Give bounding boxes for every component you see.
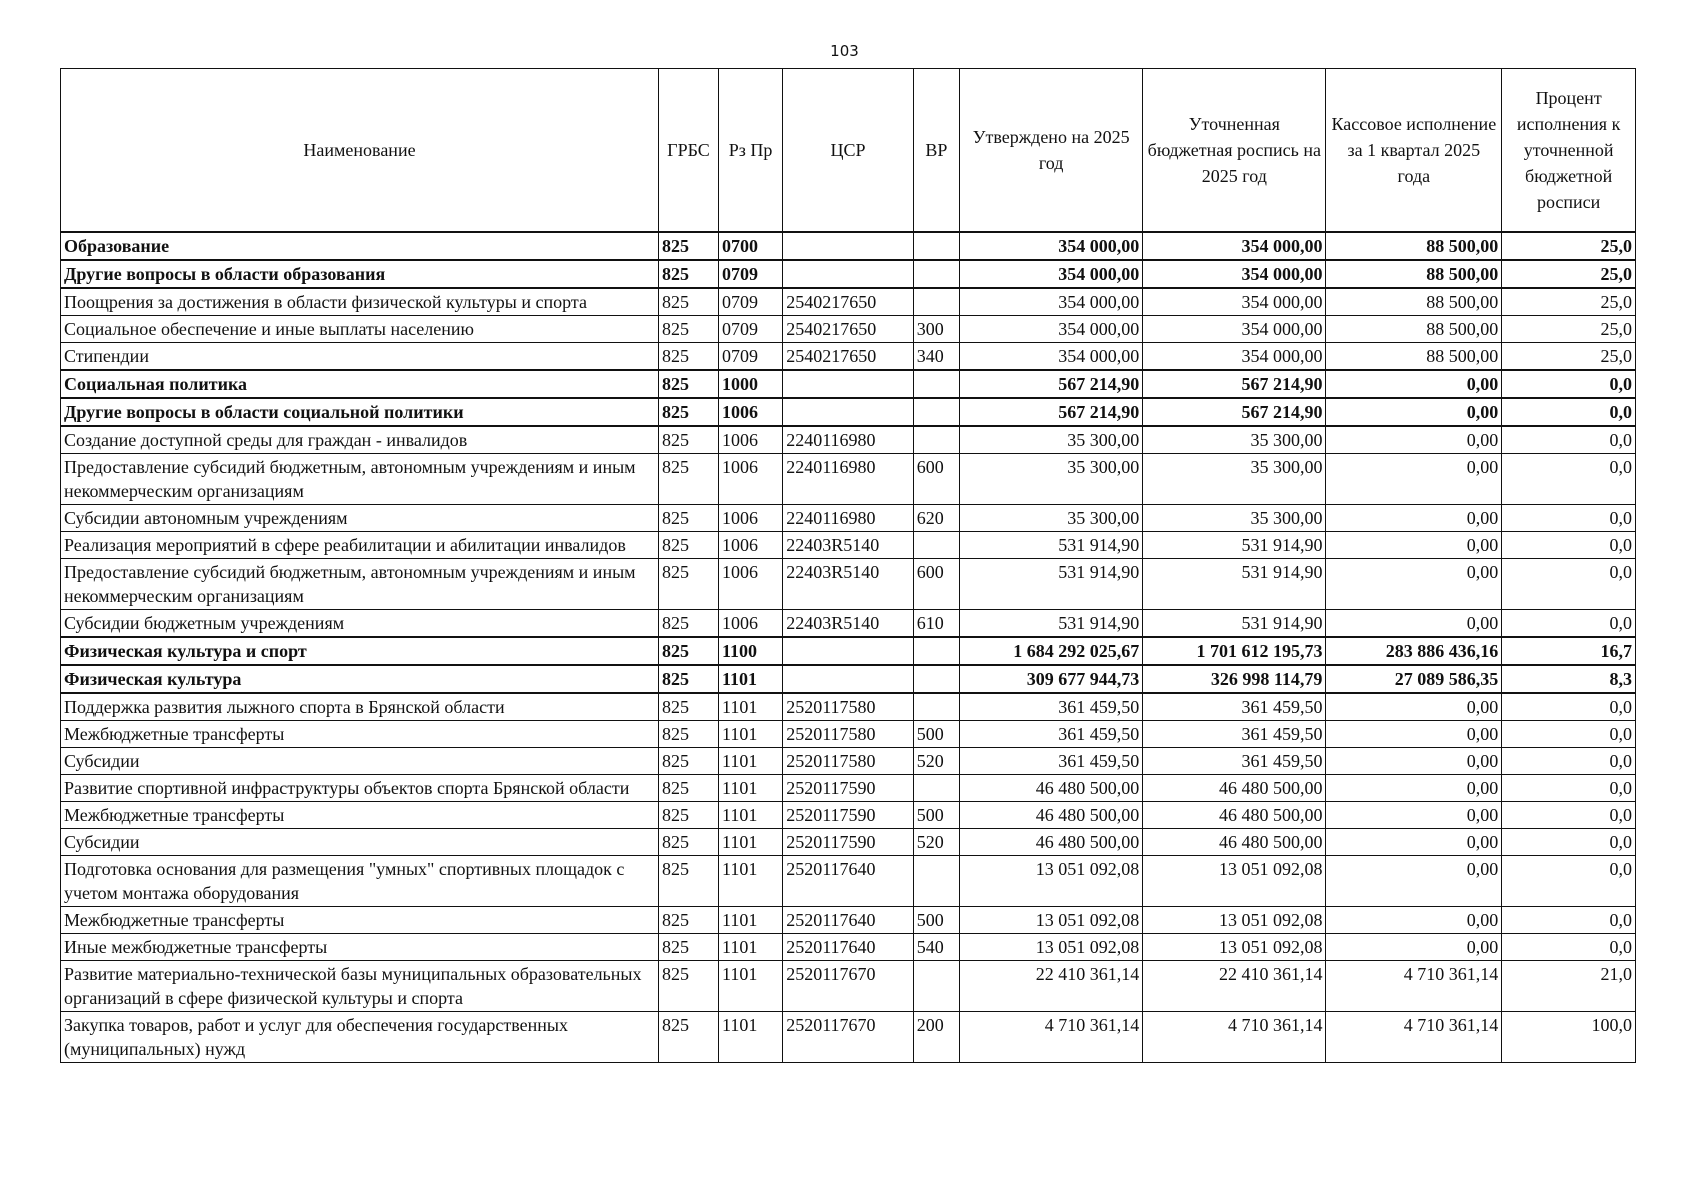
cell-name: Подготовка основания для размещения "умных" спортивных площадок с учетом монтажа оборудования bbox=[61, 856, 659, 907]
cell-approved: 46 480 500,00 bbox=[960, 775, 1143, 802]
cell-grbs: 825 bbox=[658, 748, 718, 775]
cell-cash: 283 886 436,16 bbox=[1326, 637, 1502, 665]
table-row bbox=[61, 316, 1636, 343]
cell-cash: 0,00 bbox=[1326, 829, 1502, 856]
cell-name: Субсидии bbox=[61, 829, 659, 856]
table-row bbox=[61, 505, 1636, 532]
cell-rzpr: 1006 bbox=[718, 610, 782, 638]
cell-approved: 354 000,00 bbox=[960, 343, 1143, 371]
cell-grbs: 825 bbox=[658, 829, 718, 856]
cell-grbs: 825 bbox=[658, 610, 718, 638]
cell-percent: 100,0 bbox=[1502, 1012, 1636, 1063]
cell-percent: 0,0 bbox=[1502, 721, 1636, 748]
cell-rzpr: 1006 bbox=[718, 505, 782, 532]
cell-refined: 35 300,00 bbox=[1143, 454, 1326, 505]
cell-refined: 567 214,90 bbox=[1143, 398, 1326, 426]
cell-cash: 0,00 bbox=[1326, 693, 1502, 721]
cell-rzpr: 0709 bbox=[718, 260, 782, 288]
cell-grbs: 825 bbox=[658, 665, 718, 693]
cell-rzpr: 1101 bbox=[718, 907, 782, 934]
cell-csr: 2520117670 bbox=[783, 961, 914, 1012]
cell-cash: 0,00 bbox=[1326, 748, 1502, 775]
cell-approved: 354 000,00 bbox=[960, 260, 1143, 288]
table-row bbox=[61, 961, 1636, 1012]
cell-name: Поощрения за достижения в области физической культуры и спорта bbox=[61, 288, 659, 316]
cell-rzpr: 1101 bbox=[718, 934, 782, 961]
cell-refined: 361 459,50 bbox=[1143, 721, 1326, 748]
cell-cash: 0,00 bbox=[1326, 370, 1502, 398]
cell-refined: 354 000,00 bbox=[1143, 343, 1326, 371]
cell-percent: 0,0 bbox=[1502, 426, 1636, 454]
cell-csr: 2240116980 bbox=[783, 426, 914, 454]
table-row bbox=[61, 748, 1636, 775]
cell-rzpr: 1101 bbox=[718, 1012, 782, 1063]
cell-csr: 2520117670 bbox=[783, 1012, 914, 1063]
cell-name: Физическая культура и спорт bbox=[61, 637, 659, 665]
cell-approved: 361 459,50 bbox=[960, 693, 1143, 721]
cell-approved: 361 459,50 bbox=[960, 748, 1143, 775]
cell-cash: 0,00 bbox=[1326, 721, 1502, 748]
cell-cash: 0,00 bbox=[1326, 559, 1502, 610]
cell-csr: 2540217650 bbox=[783, 288, 914, 316]
cell-percent: 0,0 bbox=[1502, 856, 1636, 907]
cell-vr bbox=[913, 370, 959, 398]
cell-vr bbox=[913, 260, 959, 288]
cell-percent: 21,0 bbox=[1502, 961, 1636, 1012]
budget-table bbox=[60, 68, 1636, 1063]
cell-vr bbox=[913, 775, 959, 802]
table-row bbox=[61, 665, 1636, 693]
cell-csr: 2240116980 bbox=[783, 505, 914, 532]
cell-name: Социальная политика bbox=[61, 370, 659, 398]
cell-refined: 567 214,90 bbox=[1143, 370, 1326, 398]
cell-name: Образование bbox=[61, 232, 659, 260]
header-row bbox=[61, 69, 1636, 233]
cell-vr: 610 bbox=[913, 610, 959, 638]
cell-percent: 0,0 bbox=[1502, 748, 1636, 775]
cell-csr: 2520117640 bbox=[783, 934, 914, 961]
cell-cash: 4 710 361,14 bbox=[1326, 961, 1502, 1012]
cell-name: Предоставление субсидий бюджетным, автономным учреждениям и иным некоммерческим организациям bbox=[61, 454, 659, 505]
table-row bbox=[61, 637, 1636, 665]
cell-grbs: 825 bbox=[658, 856, 718, 907]
cell-approved: 13 051 092,08 bbox=[960, 934, 1143, 961]
cell-vr: 600 bbox=[913, 559, 959, 610]
cell-rzpr: 1100 bbox=[718, 637, 782, 665]
cell-refined: 531 914,90 bbox=[1143, 559, 1326, 610]
cell-csr bbox=[783, 260, 914, 288]
cell-vr: 520 bbox=[913, 748, 959, 775]
cell-percent: 25,0 bbox=[1502, 343, 1636, 371]
cell-refined: 361 459,50 bbox=[1143, 693, 1326, 721]
cell-vr bbox=[913, 532, 959, 559]
cell-vr: 500 bbox=[913, 721, 959, 748]
cell-cash: 88 500,00 bbox=[1326, 260, 1502, 288]
cell-name: Межбюджетные трансферты bbox=[61, 802, 659, 829]
cell-name: Предоставление субсидий бюджетным, автономным учреждениям и иным некоммерческим организациям bbox=[61, 559, 659, 610]
cell-rzpr: 1101 bbox=[718, 665, 782, 693]
col-header-approved: Утверждено на 2025 год bbox=[960, 69, 1143, 233]
cell-csr bbox=[783, 637, 914, 665]
cell-name: Реализация мероприятий в сфере реабилитации и абилитации инвалидов bbox=[61, 532, 659, 559]
cell-percent: 25,0 bbox=[1502, 288, 1636, 316]
cell-cash: 0,00 bbox=[1326, 398, 1502, 426]
table-row bbox=[61, 398, 1636, 426]
cell-vr: 500 bbox=[913, 802, 959, 829]
cell-approved: 531 914,90 bbox=[960, 532, 1143, 559]
cell-csr: 2540217650 bbox=[783, 343, 914, 371]
cell-csr: 22403R5140 bbox=[783, 532, 914, 559]
cell-cash: 0,00 bbox=[1326, 426, 1502, 454]
cell-vr: 200 bbox=[913, 1012, 959, 1063]
cell-refined: 46 480 500,00 bbox=[1143, 802, 1326, 829]
cell-rzpr: 1006 bbox=[718, 454, 782, 505]
cell-grbs: 825 bbox=[658, 961, 718, 1012]
cell-refined: 531 914,90 bbox=[1143, 532, 1326, 559]
cell-rzpr: 1006 bbox=[718, 559, 782, 610]
cell-percent: 0,0 bbox=[1502, 370, 1636, 398]
col-header-percent: Процент исполнения к уточненной бюджетной росписи bbox=[1502, 69, 1636, 233]
cell-refined: 361 459,50 bbox=[1143, 748, 1326, 775]
cell-grbs: 825 bbox=[658, 802, 718, 829]
table-row bbox=[61, 370, 1636, 398]
cell-refined: 1 701 612 195,73 bbox=[1143, 637, 1326, 665]
cell-percent: 0,0 bbox=[1502, 775, 1636, 802]
cell-refined: 13 051 092,08 bbox=[1143, 856, 1326, 907]
cell-approved: 1 684 292 025,67 bbox=[960, 637, 1143, 665]
table-row bbox=[61, 721, 1636, 748]
table-row bbox=[61, 426, 1636, 454]
cell-rzpr: 1101 bbox=[718, 693, 782, 721]
cell-percent: 0,0 bbox=[1502, 802, 1636, 829]
cell-vr bbox=[913, 693, 959, 721]
cell-approved: 354 000,00 bbox=[960, 316, 1143, 343]
cell-csr: 2520117580 bbox=[783, 721, 914, 748]
cell-grbs: 825 bbox=[658, 1012, 718, 1063]
cell-csr: 2540217650 bbox=[783, 316, 914, 343]
cell-grbs: 825 bbox=[658, 637, 718, 665]
cell-approved: 46 480 500,00 bbox=[960, 829, 1143, 856]
cell-approved: 22 410 361,14 bbox=[960, 961, 1143, 1012]
cell-csr: 2520117580 bbox=[783, 693, 914, 721]
cell-name: Другие вопросы в области образования bbox=[61, 260, 659, 288]
cell-rzpr: 0709 bbox=[718, 316, 782, 343]
cell-rzpr: 0700 bbox=[718, 232, 782, 260]
cell-approved: 567 214,90 bbox=[960, 398, 1143, 426]
table-row bbox=[61, 454, 1636, 505]
cell-cash: 88 500,00 bbox=[1326, 288, 1502, 316]
cell-name: Поддержка развития лыжного спорта в Брянской области bbox=[61, 693, 659, 721]
cell-percent: 0,0 bbox=[1502, 934, 1636, 961]
cell-refined: 4 710 361,14 bbox=[1143, 1012, 1326, 1063]
cell-percent: 0,0 bbox=[1502, 454, 1636, 505]
cell-rzpr: 1101 bbox=[718, 856, 782, 907]
cell-grbs: 825 bbox=[658, 260, 718, 288]
table-row bbox=[61, 610, 1636, 638]
cell-grbs: 825 bbox=[658, 775, 718, 802]
cell-approved: 46 480 500,00 bbox=[960, 802, 1143, 829]
cell-refined: 354 000,00 bbox=[1143, 260, 1326, 288]
cell-name: Иные межбюджетные трансферты bbox=[61, 934, 659, 961]
cell-cash: 0,00 bbox=[1326, 610, 1502, 638]
cell-name: Создание доступной среды для граждан - инвалидов bbox=[61, 426, 659, 454]
cell-csr: 2240116980 bbox=[783, 454, 914, 505]
cell-rzpr: 1006 bbox=[718, 426, 782, 454]
table-row bbox=[61, 907, 1636, 934]
cell-name: Социальное обеспечение и иные выплаты населению bbox=[61, 316, 659, 343]
cell-rzpr: 1101 bbox=[718, 775, 782, 802]
cell-refined: 531 914,90 bbox=[1143, 610, 1326, 638]
cell-approved: 354 000,00 bbox=[960, 232, 1143, 260]
cell-rzpr: 1101 bbox=[718, 748, 782, 775]
cell-name: Межбюджетные трансферты bbox=[61, 721, 659, 748]
cell-percent: 16,7 bbox=[1502, 637, 1636, 665]
cell-percent: 0,0 bbox=[1502, 505, 1636, 532]
cell-csr bbox=[783, 398, 914, 426]
cell-refined: 354 000,00 bbox=[1143, 316, 1326, 343]
cell-vr bbox=[913, 961, 959, 1012]
cell-approved: 35 300,00 bbox=[960, 505, 1143, 532]
cell-rzpr: 1101 bbox=[718, 721, 782, 748]
cell-approved: 35 300,00 bbox=[960, 454, 1143, 505]
cell-cash: 0,00 bbox=[1326, 505, 1502, 532]
cell-grbs: 825 bbox=[658, 454, 718, 505]
cell-name: Межбюджетные трансферты bbox=[61, 907, 659, 934]
cell-grbs: 825 bbox=[658, 934, 718, 961]
cell-grbs: 825 bbox=[658, 693, 718, 721]
cell-csr: 2520117640 bbox=[783, 907, 914, 934]
cell-cash: 0,00 bbox=[1326, 934, 1502, 961]
table-row bbox=[61, 775, 1636, 802]
cell-name: Закупка товаров, работ и услуг для обеспечения государственных (муниципальных) нужд bbox=[61, 1012, 659, 1063]
table-row bbox=[61, 856, 1636, 907]
cell-approved: 4 710 361,14 bbox=[960, 1012, 1143, 1063]
cell-refined: 13 051 092,08 bbox=[1143, 907, 1326, 934]
cell-csr: 2520117640 bbox=[783, 856, 914, 907]
cell-cash: 0,00 bbox=[1326, 532, 1502, 559]
cell-percent: 8,3 bbox=[1502, 665, 1636, 693]
cell-grbs: 825 bbox=[658, 343, 718, 371]
page-number: 103 bbox=[830, 42, 859, 60]
cell-percent: 25,0 bbox=[1502, 232, 1636, 260]
cell-rzpr: 1006 bbox=[718, 398, 782, 426]
cell-approved: 361 459,50 bbox=[960, 721, 1143, 748]
col-header-csr: ЦСР bbox=[783, 69, 914, 233]
cell-rzpr: 1101 bbox=[718, 802, 782, 829]
cell-percent: 0,0 bbox=[1502, 559, 1636, 610]
cell-csr: 22403R5140 bbox=[783, 559, 914, 610]
cell-cash: 0,00 bbox=[1326, 907, 1502, 934]
cell-vr bbox=[913, 288, 959, 316]
table-row bbox=[61, 1012, 1636, 1063]
cell-vr: 500 bbox=[913, 907, 959, 934]
cell-name: Субсидии bbox=[61, 748, 659, 775]
cell-vr: 340 bbox=[913, 343, 959, 371]
cell-vr bbox=[913, 232, 959, 260]
cell-cash: 88 500,00 bbox=[1326, 316, 1502, 343]
cell-name: Развитие спортивной инфраструктуры объектов спорта Брянской области bbox=[61, 775, 659, 802]
col-header-refined: Уточненная бюджетная роспись на 2025 год bbox=[1143, 69, 1326, 233]
col-header-name: Наименование bbox=[61, 69, 659, 233]
cell-approved: 13 051 092,08 bbox=[960, 907, 1143, 934]
cell-rzpr: 1006 bbox=[718, 532, 782, 559]
cell-approved: 531 914,90 bbox=[960, 610, 1143, 638]
cell-cash: 4 710 361,14 bbox=[1326, 1012, 1502, 1063]
table-body bbox=[61, 232, 1636, 1063]
cell-percent: 0,0 bbox=[1502, 693, 1636, 721]
cell-grbs: 825 bbox=[658, 559, 718, 610]
cell-csr: 2520117590 bbox=[783, 775, 914, 802]
cell-grbs: 825 bbox=[658, 721, 718, 748]
cell-vr bbox=[913, 637, 959, 665]
cell-name: Субсидии бюджетным учреждениям bbox=[61, 610, 659, 638]
table-row bbox=[61, 934, 1636, 961]
cell-cash: 0,00 bbox=[1326, 775, 1502, 802]
cell-refined: 13 051 092,08 bbox=[1143, 934, 1326, 961]
cell-name: Другие вопросы в области социальной политики bbox=[61, 398, 659, 426]
cell-cash: 0,00 bbox=[1326, 454, 1502, 505]
cell-rzpr: 0709 bbox=[718, 288, 782, 316]
cell-rzpr: 1101 bbox=[718, 829, 782, 856]
cell-refined: 326 998 114,79 bbox=[1143, 665, 1326, 693]
cell-refined: 22 410 361,14 bbox=[1143, 961, 1326, 1012]
cell-cash: 88 500,00 bbox=[1326, 232, 1502, 260]
table-row bbox=[61, 260, 1636, 288]
cell-vr bbox=[913, 856, 959, 907]
table-row bbox=[61, 288, 1636, 316]
cell-vr bbox=[913, 426, 959, 454]
cell-name: Субсидии автономным учреждениям bbox=[61, 505, 659, 532]
cell-csr: 2520117590 bbox=[783, 829, 914, 856]
cell-vr: 620 bbox=[913, 505, 959, 532]
cell-grbs: 825 bbox=[658, 426, 718, 454]
cell-cash: 0,00 bbox=[1326, 856, 1502, 907]
cell-percent: 25,0 bbox=[1502, 316, 1636, 343]
col-header-grbs: ГРБС bbox=[658, 69, 718, 233]
cell-refined: 35 300,00 bbox=[1143, 505, 1326, 532]
table-row bbox=[61, 802, 1636, 829]
cell-grbs: 825 bbox=[658, 532, 718, 559]
table-row bbox=[61, 532, 1636, 559]
cell-rzpr: 1101 bbox=[718, 961, 782, 1012]
table-row bbox=[61, 829, 1636, 856]
cell-vr bbox=[913, 665, 959, 693]
table-row bbox=[61, 232, 1636, 260]
cell-percent: 0,0 bbox=[1502, 907, 1636, 934]
cell-grbs: 825 bbox=[658, 316, 718, 343]
cell-refined: 46 480 500,00 bbox=[1143, 829, 1326, 856]
table-row bbox=[61, 559, 1636, 610]
cell-cash: 0,00 bbox=[1326, 802, 1502, 829]
cell-csr: 2520117590 bbox=[783, 802, 914, 829]
col-header-rzpr: Рз Пр bbox=[718, 69, 782, 233]
cell-rzpr: 1000 bbox=[718, 370, 782, 398]
cell-percent: 25,0 bbox=[1502, 260, 1636, 288]
cell-refined: 46 480 500,00 bbox=[1143, 775, 1326, 802]
cell-percent: 0,0 bbox=[1502, 532, 1636, 559]
cell-csr: 22403R5140 bbox=[783, 610, 914, 638]
cell-approved: 13 051 092,08 bbox=[960, 856, 1143, 907]
cell-percent: 0,0 bbox=[1502, 398, 1636, 426]
cell-rzpr: 0709 bbox=[718, 343, 782, 371]
cell-percent: 0,0 bbox=[1502, 610, 1636, 638]
cell-name: Физическая культура bbox=[61, 665, 659, 693]
cell-approved: 531 914,90 bbox=[960, 559, 1143, 610]
cell-approved: 567 214,90 bbox=[960, 370, 1143, 398]
table-row bbox=[61, 693, 1636, 721]
cell-csr bbox=[783, 370, 914, 398]
cell-approved: 35 300,00 bbox=[960, 426, 1143, 454]
cell-grbs: 825 bbox=[658, 907, 718, 934]
table-row bbox=[61, 343, 1636, 371]
col-header-vr: ВР bbox=[913, 69, 959, 233]
cell-csr bbox=[783, 232, 914, 260]
cell-cash: 27 089 586,35 bbox=[1326, 665, 1502, 693]
cell-grbs: 825 bbox=[658, 232, 718, 260]
cell-percent: 0,0 bbox=[1502, 829, 1636, 856]
cell-grbs: 825 bbox=[658, 370, 718, 398]
cell-approved: 309 677 944,73 bbox=[960, 665, 1143, 693]
cell-vr: 600 bbox=[913, 454, 959, 505]
cell-refined: 354 000,00 bbox=[1143, 232, 1326, 260]
cell-csr bbox=[783, 665, 914, 693]
cell-name: Развитие материально-технической базы муниципальных образовательных организаций в сфере физической культуры и спорта bbox=[61, 961, 659, 1012]
cell-grbs: 825 bbox=[658, 398, 718, 426]
cell-csr: 2520117580 bbox=[783, 748, 914, 775]
cell-name: Стипендии bbox=[61, 343, 659, 371]
cell-grbs: 825 bbox=[658, 505, 718, 532]
cell-vr bbox=[913, 398, 959, 426]
cell-refined: 354 000,00 bbox=[1143, 288, 1326, 316]
col-header-cash: Кассовое исполнение за 1 квартал 2025 года bbox=[1326, 69, 1502, 233]
cell-vr: 540 bbox=[913, 934, 959, 961]
cell-approved: 354 000,00 bbox=[960, 288, 1143, 316]
cell-cash: 88 500,00 bbox=[1326, 343, 1502, 371]
cell-vr: 300 bbox=[913, 316, 959, 343]
cell-refined: 35 300,00 bbox=[1143, 426, 1326, 454]
cell-vr: 520 bbox=[913, 829, 959, 856]
cell-grbs: 825 bbox=[658, 288, 718, 316]
